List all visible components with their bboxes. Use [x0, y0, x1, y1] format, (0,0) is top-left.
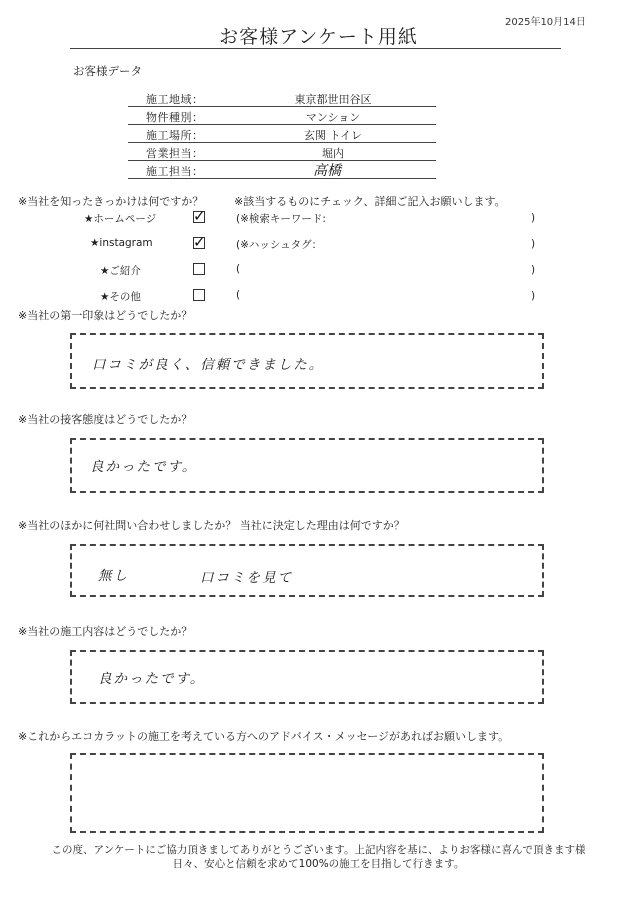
- customer-data-heading: お客様データ: [73, 64, 142, 78]
- info-label: 営業担当：: [146, 147, 204, 160]
- footer-line-1: この度、アンケートにご協力頂きましてありがとうございます。上記内容を基に、よりお客様に喜んで頂きます様: [51, 844, 586, 856]
- installer-signature: 高橋: [313, 163, 341, 179]
- title-underline: [70, 48, 561, 49]
- answer-box-comparison[interactable]: [70, 544, 544, 597]
- option-other-label: ★その他: [100, 291, 141, 303]
- info-value: マンション: [305, 111, 361, 124]
- option-referral-close: ): [531, 264, 536, 276]
- option-referral-checkbox[interactable]: [193, 263, 205, 275]
- option-homepage-close: ): [531, 212, 536, 224]
- option-other-close: ): [531, 290, 536, 302]
- question-3: ※当社の接客態度はどうでしたか？: [18, 413, 193, 426]
- checkmark-icon: ✓: [193, 207, 206, 225]
- info-row-property-type: [128, 107, 436, 125]
- question-4: ※当社のほかに何社問い合わせしましたか？ 当社に決定した理由は何ですか？: [18, 519, 405, 532]
- page-title: お客様アンケート用紙: [219, 26, 418, 48]
- info-row-area: [128, 89, 436, 107]
- info-row-sales-rep: [128, 143, 436, 161]
- info-value: 東京都世田谷区: [294, 93, 372, 106]
- option-instagram-close: ): [531, 238, 536, 250]
- answer-service: 良かったです。: [90, 459, 198, 475]
- footer-line-2: 日々、安心と信頼を求めて100%の施工を目指して行きます。: [172, 858, 465, 870]
- question-1-note: ※該当するものにチェック、詳細ご記入お願いします。: [234, 195, 506, 208]
- answer-comparison-count: 無し: [98, 568, 129, 584]
- option-instagram-detail: (※ハッシュタグ：: [236, 239, 323, 251]
- checkmark-icon: ✓: [193, 233, 206, 251]
- info-label: 物件種別：: [146, 111, 204, 124]
- option-referral-detail: (: [236, 263, 241, 275]
- option-homepage-label: ★ホームページ: [84, 213, 157, 225]
- option-homepage-detail: (※検索キーワード:: [236, 213, 326, 225]
- option-other-checkbox[interactable]: [193, 289, 205, 301]
- info-label: 施工地域：: [146, 93, 204, 106]
- info-value: 玄関 トイレ: [304, 129, 362, 142]
- answer-box-advice[interactable]: [70, 753, 544, 833]
- option-instagram-label: ★instagram: [90, 237, 153, 249]
- answer-first-impression: 口コミが良く、信頼できました。: [92, 357, 325, 373]
- survey-date: 2025年10月14日: [505, 17, 586, 28]
- question-5: ※当社の施工内容はどうでしたか？: [18, 625, 193, 638]
- info-label: 施工場所：: [146, 129, 204, 142]
- info-label: 施工担当：: [146, 165, 204, 178]
- answer-workmanship: 良かったです。: [98, 671, 206, 687]
- answer-decision-reason: 口コミを見て: [200, 570, 293, 586]
- question-2: ※当社の第一印象はどうでしたか？: [18, 309, 193, 322]
- info-value: 堀内: [322, 147, 344, 160]
- question-6: ※これからエコカラットの施工を考えている方へのアドバイス・メッセージがあればお願いします。: [18, 730, 510, 743]
- question-1: ※当社を知ったきっかけは何ですか？: [18, 195, 204, 208]
- option-referral-label: ★ご紹介: [100, 265, 141, 277]
- info-row-location: [128, 125, 436, 143]
- info-row-installer: [128, 161, 436, 179]
- option-other-detail: (: [236, 289, 241, 301]
